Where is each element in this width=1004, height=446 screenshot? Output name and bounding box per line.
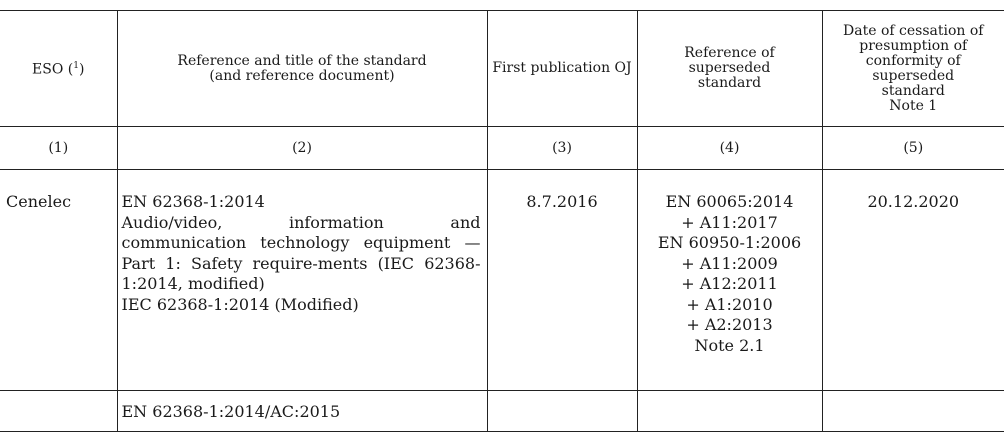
table-row bbox=[0, 170, 1004, 391]
superseded-item: + A11:2017 bbox=[681, 212, 778, 232]
superseded-item: + A2:2013 bbox=[686, 315, 773, 334]
header-superseded: Reference of superseded standard bbox=[637, 11, 822, 127]
superseded-item: EN 60065:2014 bbox=[665, 192, 794, 211]
first-publication-cell bbox=[487, 391, 637, 432]
header-cessation-date: Date of cessation of presumption of conformity of superseded standard Note 1 bbox=[822, 11, 1004, 127]
superseded-cell bbox=[637, 170, 822, 391]
superseded-item: EN 60950-1:2006 bbox=[657, 233, 802, 252]
superseded-item: Note 2.1 bbox=[694, 335, 765, 355]
reference-cell bbox=[117, 170, 487, 391]
superseded-item: + A11:2009 bbox=[681, 253, 778, 273]
cessation-date-cell bbox=[822, 391, 1004, 432]
header-reference: Reference and title of the standard (and reference document) bbox=[117, 11, 487, 127]
eso-cell: Cenelec bbox=[0, 170, 117, 391]
column-number: (4) bbox=[637, 127, 822, 170]
header-first-publication: First publication OJ bbox=[487, 11, 637, 127]
standard-title: Audio/video, information and communication technology equipment — Part 1: Safety require-ments (IEC 62368-1:2014, modified) bbox=[121, 212, 481, 293]
reference-cell: EN 62368-1:2014/AC:2015 bbox=[117, 391, 487, 432]
column-number: (5) bbox=[822, 127, 1004, 170]
column-number-row bbox=[0, 127, 1004, 170]
header-eso: ESO ($^1$) bbox=[0, 11, 117, 127]
reference-document: IEC 62368-1:2014 (Modified) bbox=[121, 294, 359, 314]
eso-cell bbox=[0, 391, 117, 432]
standard-code: EN 62368-1:2014 bbox=[121, 192, 265, 211]
column-number: (1) bbox=[0, 127, 117, 170]
header-row bbox=[0, 11, 1004, 127]
superseded-item: + A12:2011 bbox=[681, 274, 778, 293]
standards-table bbox=[0, 10, 1004, 432]
table-row bbox=[0, 391, 1004, 432]
superseded-item: + A1:2010 bbox=[686, 294, 773, 314]
first-publication-cell: 8.7.2016 bbox=[487, 170, 637, 391]
superseded-cell bbox=[637, 391, 822, 432]
column-number: (2) bbox=[117, 127, 487, 170]
column-number: (3) bbox=[487, 127, 637, 170]
cessation-date-cell: 20.12.2020 bbox=[822, 170, 1004, 391]
